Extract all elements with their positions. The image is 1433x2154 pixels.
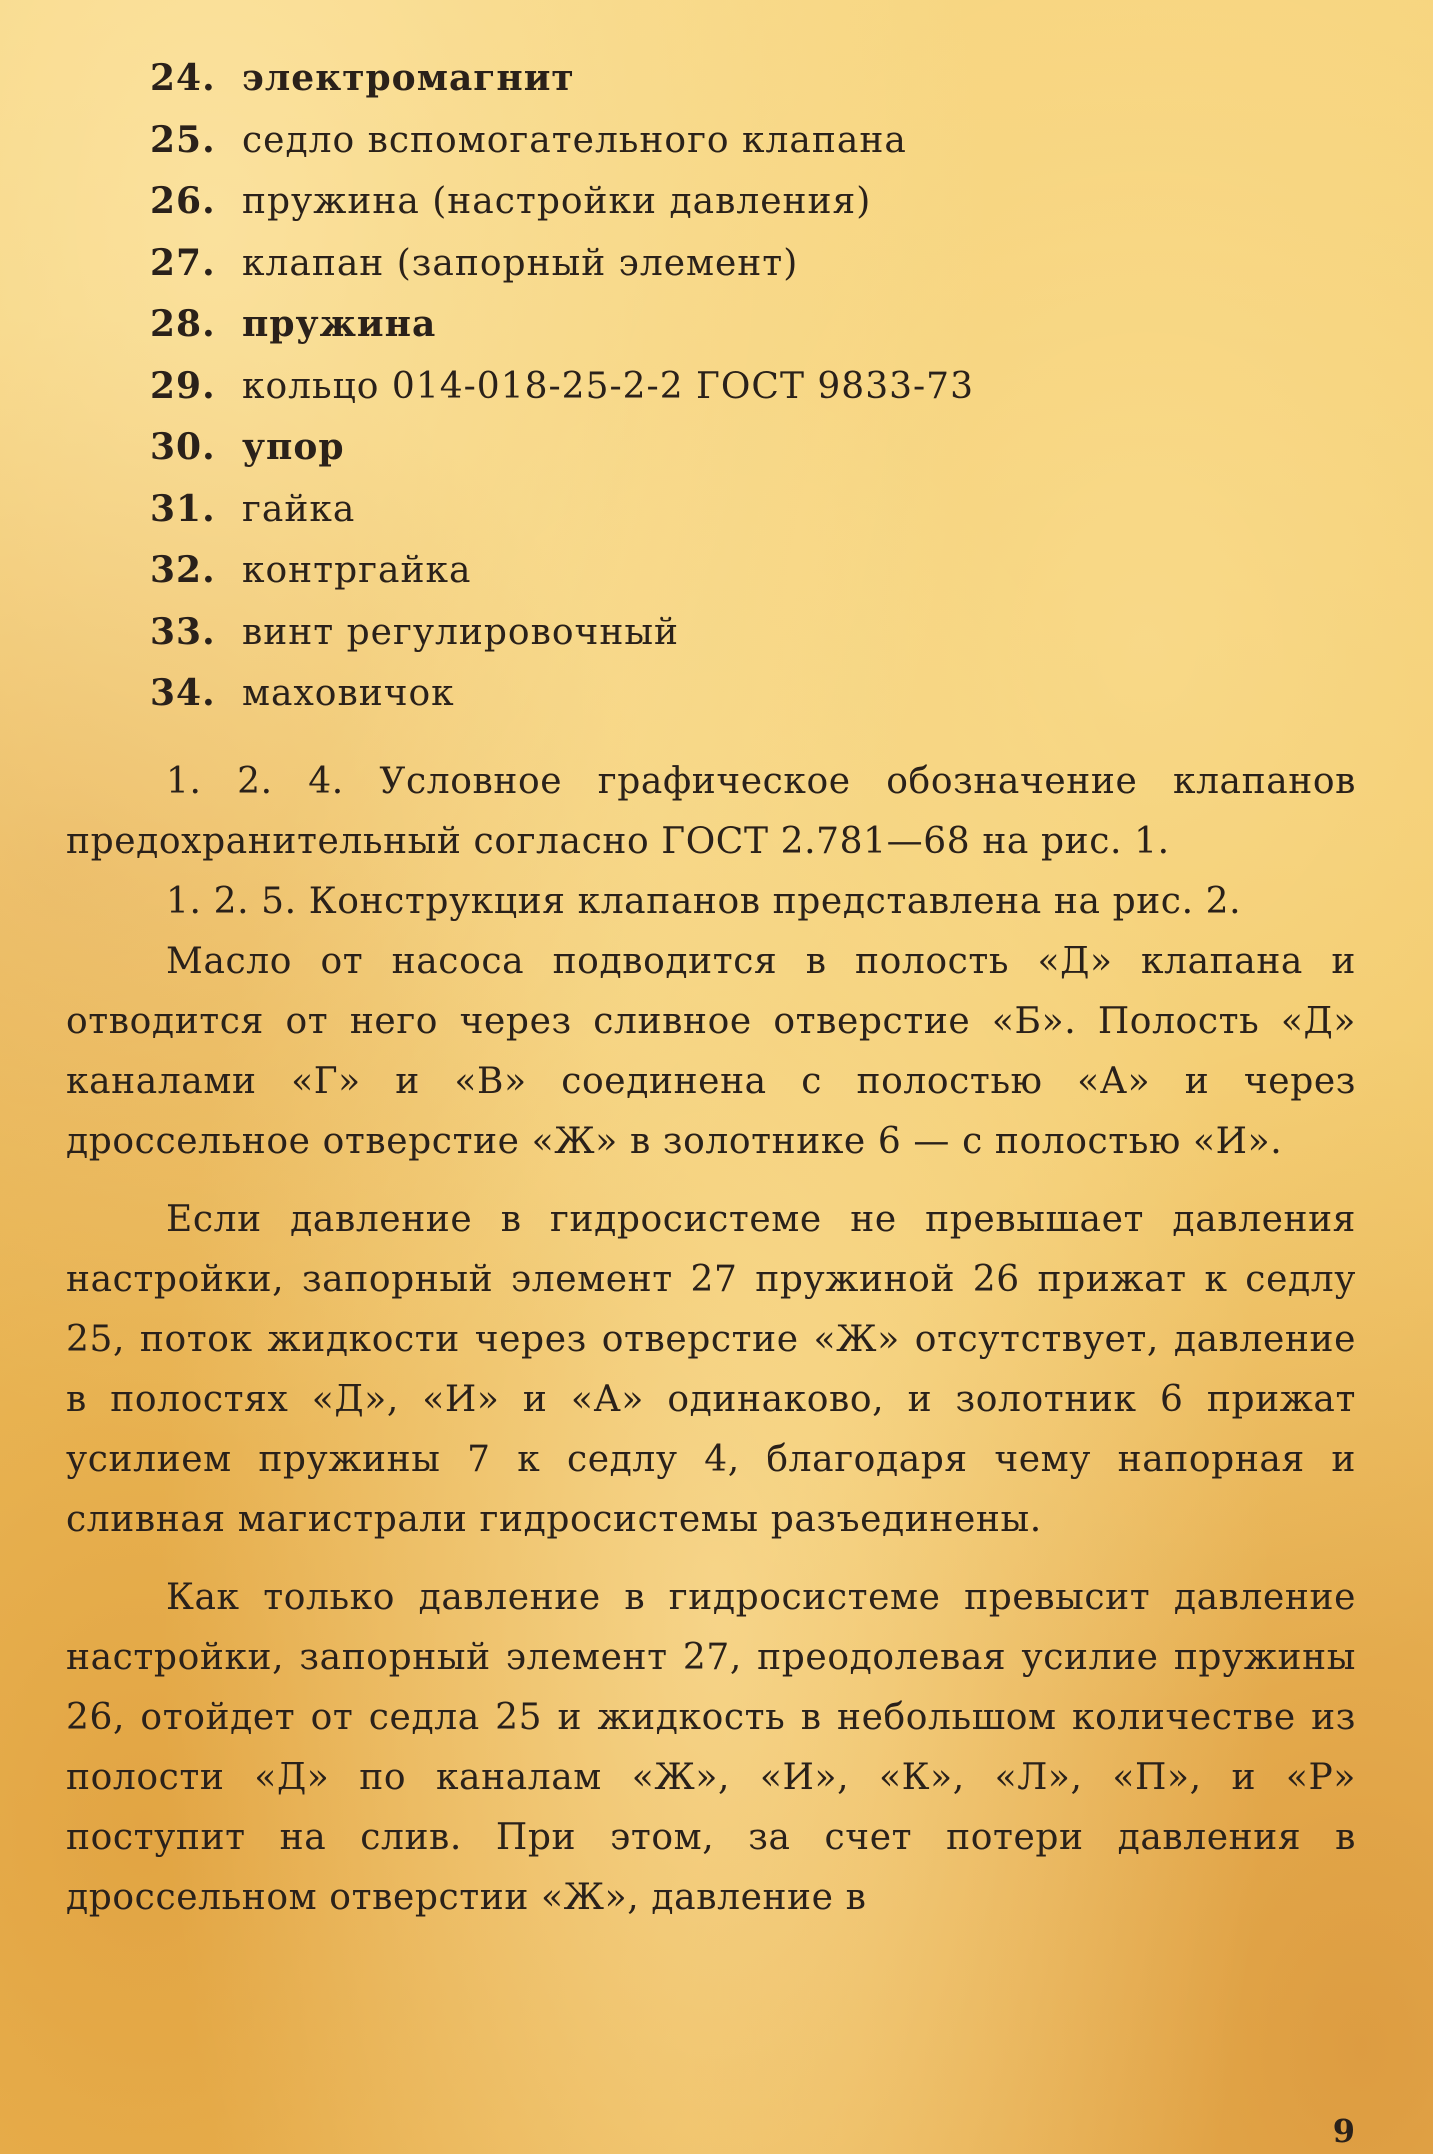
item-number: 25. (150, 118, 216, 161)
item-text: кольцо 014-018-25-2-2 ГОСТ 9833-73 (242, 365, 974, 407)
item-text: контргайка (242, 550, 472, 591)
list-item (150, 356, 974, 418)
item-text: седло вспомогательного клапана (242, 119, 907, 161)
item-text: электромагнит (242, 57, 575, 99)
item-number: 31. (150, 487, 216, 530)
item-text: пружина (настройки давления) (242, 181, 872, 222)
item-number: 29. (150, 364, 216, 407)
item-number: 28. (150, 303, 216, 345)
list-item (150, 663, 974, 725)
item-text: винт регулировочный (242, 611, 679, 653)
list-item (150, 233, 974, 295)
list-item (150, 540, 974, 602)
page-number: 9 (1332, 2112, 1355, 2150)
list-item (150, 171, 974, 233)
item-text: пружина (242, 303, 437, 345)
item-text: упор (242, 426, 345, 468)
item-text: маховичок (242, 673, 455, 714)
body-text (66, 752, 1356, 1946)
item-number: 24. (150, 57, 216, 99)
item-number: 33. (150, 610, 216, 653)
list-item (150, 479, 974, 541)
list-item (150, 417, 974, 479)
item-number: 34. (150, 672, 216, 714)
list-item (150, 294, 974, 356)
list-item (150, 602, 974, 664)
paragraph: Как только давление в гидросистеме превысит давление настройки, запорный элемент 27, преодолевая усилие пружины 26, отойдет от седла 25 и жидкость в небольшом количестве из полости «Д» по каналам «Ж», «И», «К», «Л», «П», и «Р» поступит на слив. При этом, за счет потери давления в дроссельном отверстии «Ж», давление в (66, 1577, 1356, 1918)
item-text: клапан (запорный элемент) (242, 242, 799, 284)
item-number: 26. (150, 180, 216, 222)
parts-list (150, 48, 974, 725)
paragraph: Масло от насоса подводится в полость «Д» клапана и отводится от него через сливное отверстие «Б». Полость «Д» каналами «Г» и «В» соединена с полостью «А» и через дроссельное отверстие «Ж» в золотнике 6 — с полостью «И». (66, 941, 1356, 1162)
item-text: гайка (242, 488, 356, 530)
list-item (150, 48, 974, 110)
item-number: 27. (150, 241, 216, 284)
item-number: 30. (150, 426, 216, 468)
paragraph-1-2-5: 1. 2. 5. Конструкция клапанов представлена на рис. 2. (166, 881, 1242, 922)
list-item (150, 110, 974, 172)
item-number: 32. (150, 549, 216, 591)
paragraph: Если давление в гидросистеме не превышает давления настройки, запорный элемент 27 пружиной 26 прижат к седлу 25, поток жидкости через отверстие «Ж» отсутствует, давление в полостях «Д», «И» и «А» одинаково, и золотник 6 прижат усилием пружины 7 к седлу 4, благодаря чему напорная и сливная магистрали гидросистемы разъединены. (66, 1199, 1356, 1540)
paragraph-1-2-4: 1. 2. 4. Условное графическое обозначение клапанов предохранительный согласно ГОСТ 2.781—68 на рис. 1. (66, 761, 1356, 862)
